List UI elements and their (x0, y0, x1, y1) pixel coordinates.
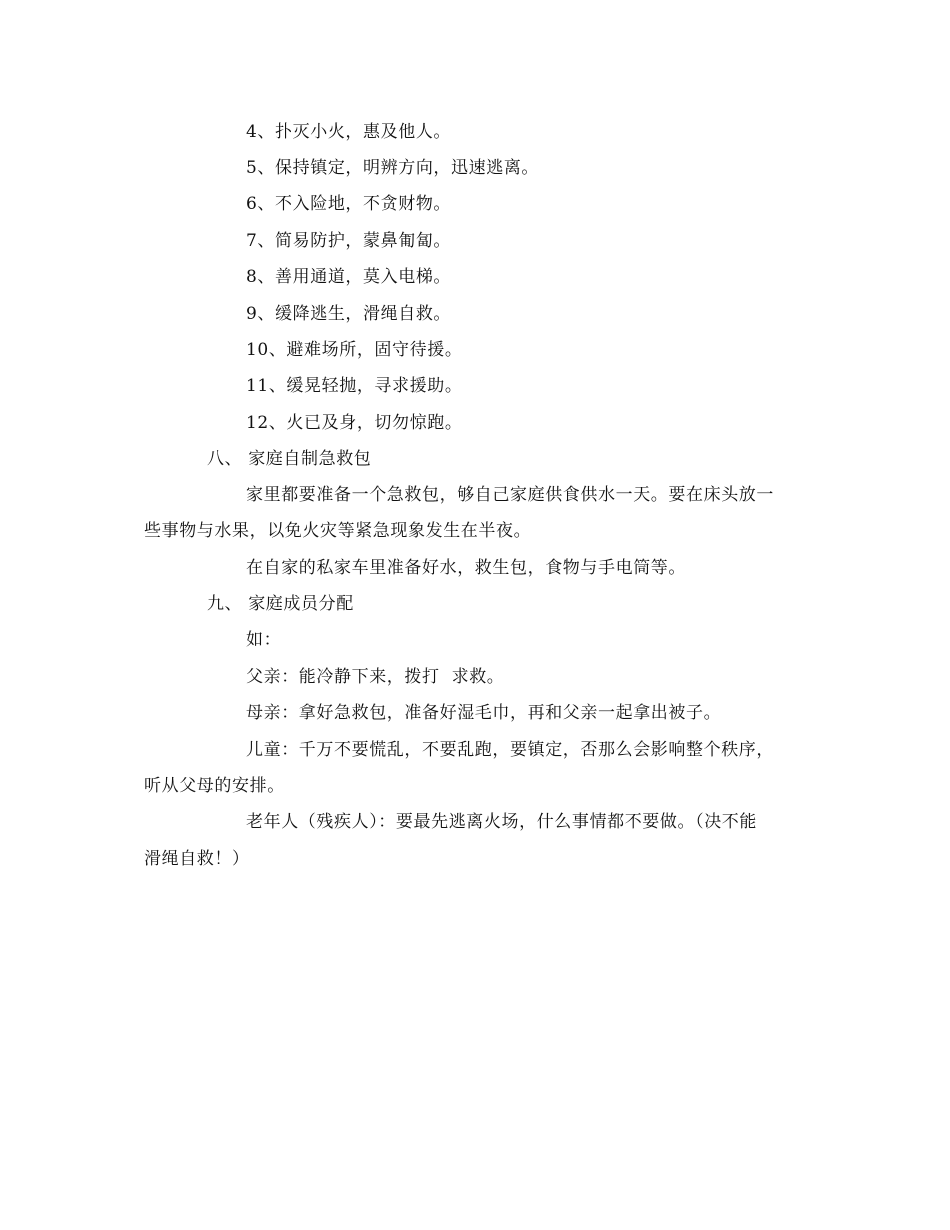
child-role-line-2: 听从父母的安排。 (144, 776, 285, 796)
list-item-11: 11、缓晃轻抛，寻求援助。 (246, 376, 463, 396)
mother-role: 母亲：拿好急救包，准备好湿毛巾，再和父亲一起拿出被子。 (246, 703, 722, 723)
list-item-10: 10、避难场所，固守待援。 (246, 340, 463, 360)
section-9-intro: 如： (246, 630, 282, 650)
father-role: 父亲：能冷静下来，拨打 求救。 (246, 667, 505, 687)
section-9-heading: 九、 家庭成员分配 (207, 594, 354, 614)
section-8-paragraph-2: 在自家的私家车里准备好水，救生包，食物与手电筒等。 (246, 558, 686, 578)
list-item-8: 8、善用通道，莫入电梯。 (246, 267, 452, 287)
list-item-5: 5、保持镇定，明辨方向，迅速逃离。 (246, 158, 540, 178)
section-8-paragraph-1-line-2: 些事物与水果，以免火灾等紧急现象发生在半夜。 (144, 521, 532, 541)
list-item-12: 12、火已及身，切勿惊跑。 (246, 413, 463, 433)
list-item-9: 9、缓降逃生，滑绳自救。 (246, 304, 452, 324)
elder-role-line-1: 老年人（残疾人）：要最先逃离火场，什么事情都不要做。（决不能 (246, 812, 757, 832)
child-role-line-1: 儿童：千万不要慌乱，不要乱跑，要镇定，否那么会影响整个秩序， (246, 740, 774, 760)
section-8-paragraph-1-line-1: 家里都要准备一个急救包，够自己家庭供食供水一天。要在床头放一 (246, 485, 774, 505)
list-item-6: 6、不入险地，不贪财物。 (246, 194, 452, 214)
list-item-7: 7、简易防护，蒙鼻匍匐。 (246, 231, 452, 251)
elder-role-line-2: 滑绳自救！） (144, 849, 250, 869)
list-item-4: 4、扑灭小火，惠及他人。 (246, 122, 452, 142)
section-8-heading: 八、 家庭自制急救包 (207, 449, 372, 469)
